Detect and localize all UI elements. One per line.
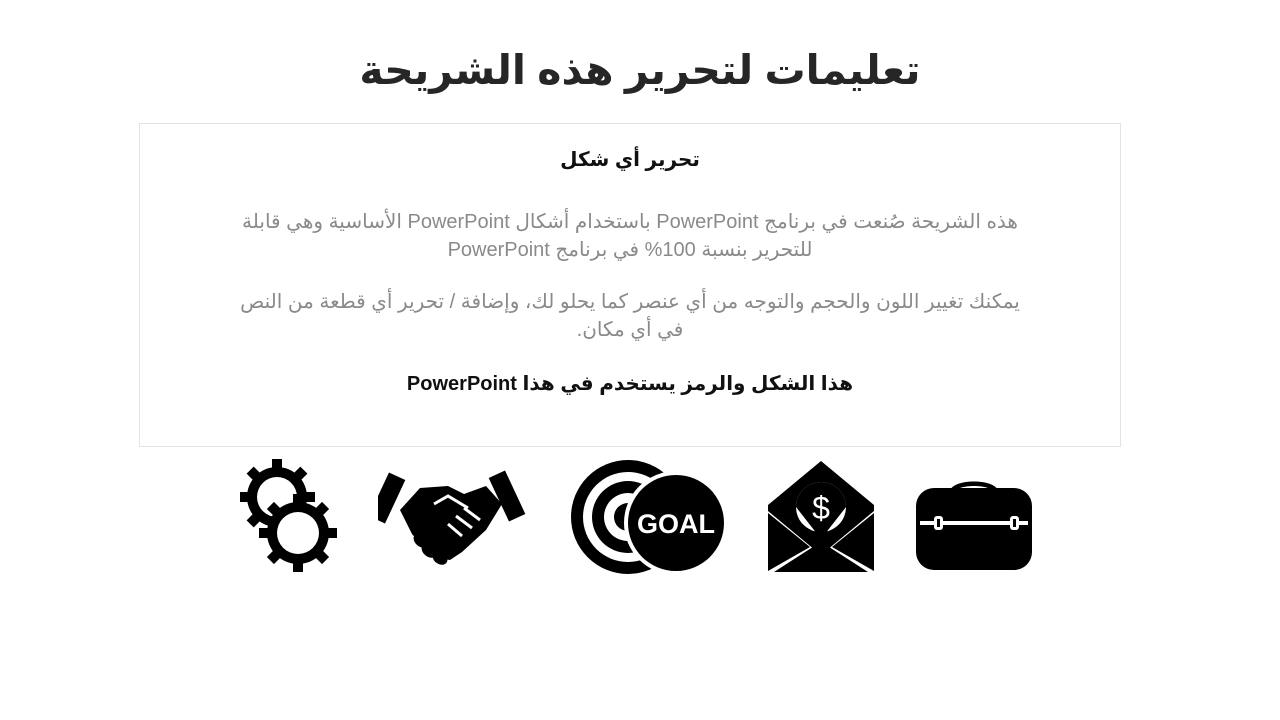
instruction-paragraph-1: هذه الشريحة صُنعت في برنامج PowerPoint باستخدام أشكال PowerPoint الأساسية وهي قابلة للتحرير بنسبة 100% في برنامج PowerPoint (242, 211, 1018, 261)
money-envelope-icon (766, 459, 876, 573)
instruction-paragraph-2: يمكنك تغيير اللون والحجم والتوجه من أي عنصر كما يحلو لك، وإضافة / تحرير أي قطعة من النص في أي مكان. (240, 291, 1020, 341)
dollar-label: $ (812, 490, 830, 526)
goal-target-icon (570, 459, 728, 575)
instruction-footer: هذا الشكل والرمز يستخدم في هذا PowerPoint (406, 373, 854, 395)
instruction-heading: تحرير أي شكل (560, 149, 700, 171)
gears-icon (240, 459, 340, 573)
briefcase-icon (916, 474, 1032, 570)
handshake-icon (378, 468, 530, 566)
slide-title: تعليمات لتحرير هذه الشريحة (359, 47, 921, 93)
instruction-box (139, 123, 1121, 447)
goal-label: GOAL (637, 509, 715, 539)
